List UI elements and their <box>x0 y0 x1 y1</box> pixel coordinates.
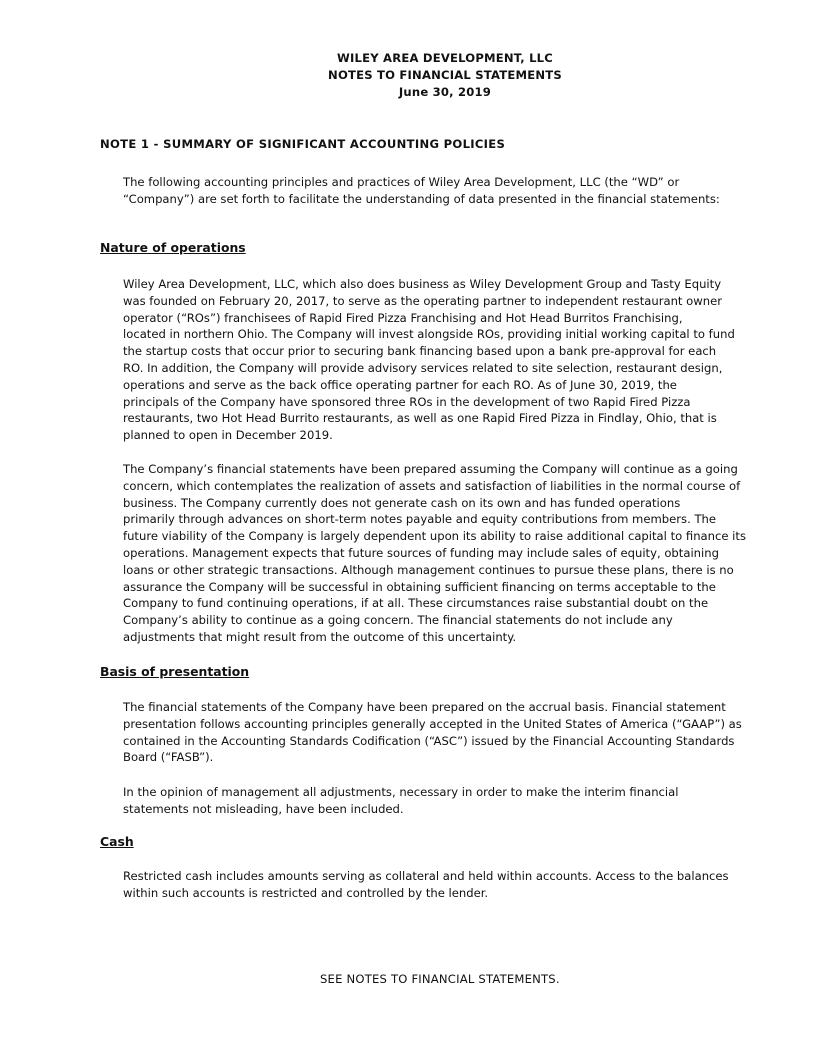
text-line: The following accounting principles and practices of Wiley Area Development, LLC (the “WD” or <box>123 175 680 189</box>
nature-paragraph-1 <box>123 276 763 444</box>
text-line: the startup costs that occur prior to securing bank financing based upon a bank pre-approval for each <box>123 344 717 359</box>
text-line: future viability of the Company is largely dependent upon its ability to raise additional capital to finance its <box>123 529 746 544</box>
text-line: primarily through advances on short-term notes payable and equity contributions from members. The <box>123 512 717 527</box>
nature-paragraph-2 <box>123 461 763 646</box>
text-line: “Company”) are set forth to facilitate the understanding of data presented in the financial statements: <box>123 191 720 206</box>
basis-paragraph-1 <box>123 699 763 766</box>
document-title: NOTES TO FINANCIAL STATEMENTS <box>328 68 562 82</box>
text-line: operator (“ROs”) franchisees of Rapid Fired Pizza Franchising and Hot Head Burritos Franchising, <box>123 310 683 325</box>
statement-date: June 30, 2019 <box>398 85 492 99</box>
basis-paragraph-2 <box>123 784 763 818</box>
text-line: business. The Company currently does not generate cash on its own and has funded operations <box>123 495 681 510</box>
note-title: NOTE 1 - SUMMARY OF SIGNIFICANT ACCOUNTING POLICIES <box>100 137 506 151</box>
text-line: Restricted cash includes amounts serving as collateral and held within accounts. Access to the balances <box>123 869 729 883</box>
text-line: adjustments that might result from the outcome of this uncertainty. <box>123 629 517 644</box>
text-line: Company to fund continuing operations, if at all. These circumstances raise substantial doubt on the <box>123 596 709 611</box>
text-line: RO. In addition, the Company will provide advisory services related to site selection, restaurant design, <box>123 360 723 375</box>
section-heading-cash: Cash <box>100 834 134 849</box>
text-line: principals of the Company have sponsored three ROs in the development of two Rapid Fired Pizza <box>123 394 691 409</box>
page-footer: SEE NOTES TO FINANCIAL STATEMENTS. <box>320 972 560 986</box>
text-line: The Company’s financial statements have been prepared assuming the Company will continue as a going <box>123 462 738 476</box>
text-line: located in northern Ohio. The Company will invest alongside ROs, providing initial working capital to fund <box>123 327 735 342</box>
text-line: within such accounts is restricted and controlled by the lender. <box>123 885 489 900</box>
text-line: Wiley Area Development, LLC, which also does business as Wiley Development Group and Tasty Equity <box>123 277 722 291</box>
text-line: planned to open in December 2019. <box>123 428 333 443</box>
text-line: Board (“FASB”). <box>123 750 214 765</box>
text-line: Company’s ability to continue as a going concern. The financial statements do not include any <box>123 613 673 628</box>
text-line: restaurants, two Hot Head Burrito restaurants, as well as one Rapid Fired Pizza in Findlay, Ohio, that is <box>123 411 717 426</box>
text-line: In the opinion of management all adjustments, necessary in order to make the interim financial <box>123 785 679 799</box>
text-line: presentation follows accounting principles generally accepted in the United States of America (“GAAP”) as <box>123 716 742 731</box>
document-header <box>0 50 815 101</box>
text-line: loans or other strategic transactions. Although management continues to pursue these plans, there is no <box>123 562 734 577</box>
section-heading-nature-of-operations: Nature of operations <box>100 240 246 255</box>
text-line: contained in the Accounting Standards Codification (“ASC”) issued by the Financial Accounting Standards <box>123 733 735 748</box>
text-line: operations. Management expects that future sources of funding may include sales of equity, obtaining <box>123 545 719 560</box>
section-heading-basis-of-presentation: Basis of presentation <box>100 664 250 679</box>
company-name: WILEY AREA DEVELOPMENT, LLC <box>337 51 553 65</box>
cash-paragraph-1 <box>123 868 763 902</box>
text-line: assurance the Company will be successful in obtaining sufficient financing on terms acceptable to the <box>123 579 716 594</box>
intro-paragraph <box>123 174 763 208</box>
text-line: operations and serve as the back office operating partner for each RO. As of June 30, 2019, the <box>123 377 677 392</box>
text-line: concern, which contemplates the realization of assets and satisfaction of liabilities in the normal course of <box>123 478 741 493</box>
text-line: was founded on February 20, 2017, to serve as the operating partner to independent restaurant owner <box>123 293 722 308</box>
text-line: The financial statements of the Company have been prepared on the accrual basis. Financial statement <box>123 700 726 714</box>
text-line: statements not misleading, have been included. <box>123 801 404 816</box>
